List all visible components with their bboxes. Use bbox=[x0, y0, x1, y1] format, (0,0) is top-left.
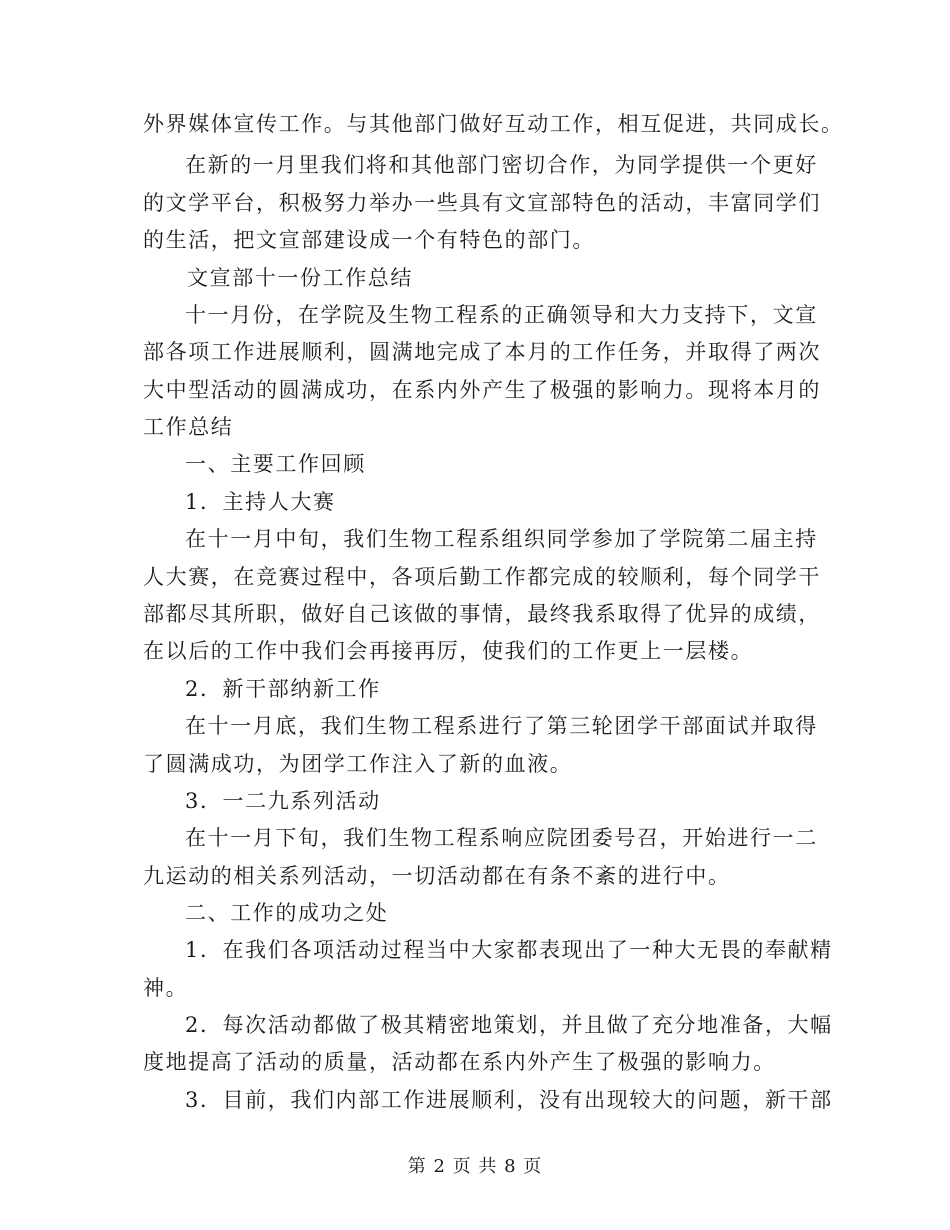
paragraph-line: 在十一月下旬，我们生物工程系响应院团委号召，开始进行一二 bbox=[185, 826, 818, 850]
heading: 一、主要工作回顾 bbox=[185, 452, 366, 476]
paragraph-line: 1．在我们各项活动过程当中大家都表现出了一种大无畏的奉献精 bbox=[185, 938, 833, 962]
paragraph-line: 十一月份，在学院及生物工程系的正确领导和大力支持下，文宣 bbox=[185, 303, 818, 327]
paragraph-line: 在十一月中旬，我们生物工程系组织同学参加了学院第二届主持 bbox=[185, 527, 818, 551]
paragraph-line: 的生活，把文宣部建设成一个有特色的部门。 bbox=[143, 228, 595, 252]
paragraph-line: 在以后的工作中我们会再接再厉，使我们的工作更上一层楼。 bbox=[143, 639, 754, 663]
paragraph-line: 大中型活动的圆满成功，在系内外产生了极强的影响力。现将本月的 bbox=[143, 378, 821, 402]
paragraph-line: 工作总结 bbox=[143, 415, 234, 439]
subheading: 2．新干部纳新工作 bbox=[185, 677, 381, 701]
section-title: 文宣部十一份工作总结 bbox=[187, 266, 413, 290]
paragraph-line: 的文学平台，积极努力举办一些具有文宣部特色的活动，丰富同学们 bbox=[143, 191, 821, 215]
paragraph-line: 在新的一月里我们将和其他部门密切合作，为同学提供一个更好 bbox=[185, 153, 818, 177]
paragraph-line: 度地提高了活动的质量，活动都在系内外产生了极强的影响力。 bbox=[143, 1050, 776, 1074]
paragraph-line: 神。 bbox=[143, 976, 189, 1000]
paragraph-line: 了圆满成功，为团学工作注入了新的血液。 bbox=[143, 752, 573, 776]
subheading: 1．主持人大赛 bbox=[185, 490, 336, 514]
subheading: 3．一二九系列活动 bbox=[185, 789, 381, 813]
paragraph-line: 部各项工作进展顺利，圆满地完成了本月的工作任务，并取得了两次 bbox=[143, 340, 821, 364]
paragraph-line: 部都尽其所职，做好自己该做的事情，最终我系取得了优异的成绩， bbox=[143, 602, 821, 626]
paragraph-line: 在十一月底，我们生物工程系进行了第三轮团学干部面试并取得 bbox=[185, 714, 818, 738]
paragraph-line: 外界媒体宣传工作。与其他部门做好互动工作，相互促进，共同成长。 bbox=[143, 112, 844, 136]
paragraph-line: 九运动的相关系列活动，一切活动都在有条不紊的进行中。 bbox=[143, 864, 731, 888]
paragraph-line: 2．每次活动都做了极其精密地策划，并且做了充分地准备，大幅 bbox=[185, 1013, 833, 1037]
paragraph-line: 人大赛，在竞赛过程中，各项后勤工作都完成的较顺利，每个同学干 bbox=[143, 565, 821, 589]
heading: 二、工作的成功之处 bbox=[185, 901, 389, 925]
paragraph-line: 3．目前，我们内部工作进展顺利，没有出现较大的问题，新干部 bbox=[185, 1088, 833, 1112]
page-number-footer: 第 2 页 共 8 页 bbox=[407, 1156, 543, 1177]
